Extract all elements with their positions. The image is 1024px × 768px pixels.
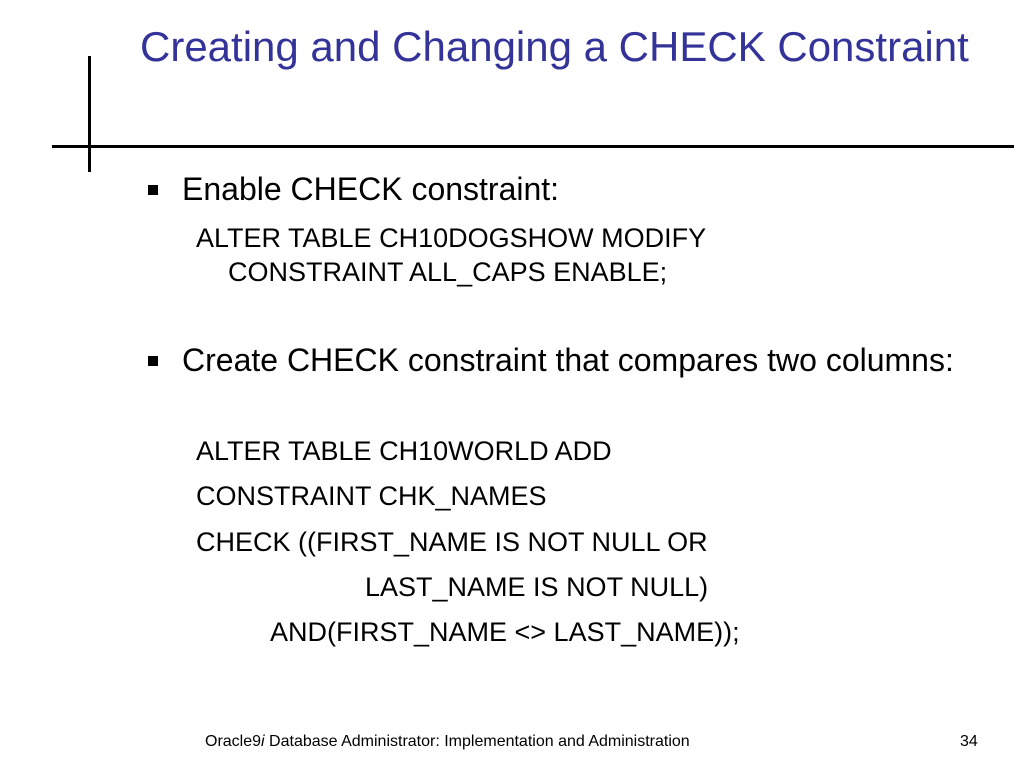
code-line: AND(FIRST_NAME <> LAST_NAME)); (270, 617, 740, 647)
bullet-text: Enable CHECK constraint: (182, 171, 560, 207)
square-bullet-icon (148, 356, 158, 366)
page-number: 34 (960, 733, 978, 750)
decorative-horizontal-line (52, 145, 1014, 148)
bullet-text: Create CHECK constraint that compares two columns: (182, 342, 954, 378)
footer-product-suffix: i (261, 733, 265, 750)
code-line: CHECK ((FIRST_NAME IS NOT NULL OR (196, 527, 708, 557)
code-line: ALTER TABLE CH10DOGSHOW MODIFY (196, 223, 707, 253)
slide-title: Creating and Changing a CHECK Constraint (140, 23, 969, 70)
footer-product: Oracle9 (205, 733, 262, 750)
square-bullet-icon (148, 185, 158, 195)
footer-title (205, 732, 690, 752)
code-line: CONSTRAINT ALL_CAPS ENABLE; (228, 257, 668, 287)
decorative-vertical-line (88, 56, 91, 172)
code-line: CONSTRAINT CHK_NAMES (196, 481, 547, 511)
code-line: ALTER TABLE CH10WORLD ADD (196, 436, 612, 466)
code-line: LAST_NAME IS NOT NULL) (365, 572, 709, 602)
footer-subtitle: Database Administrator: Implementation and Administration (264, 733, 690, 750)
